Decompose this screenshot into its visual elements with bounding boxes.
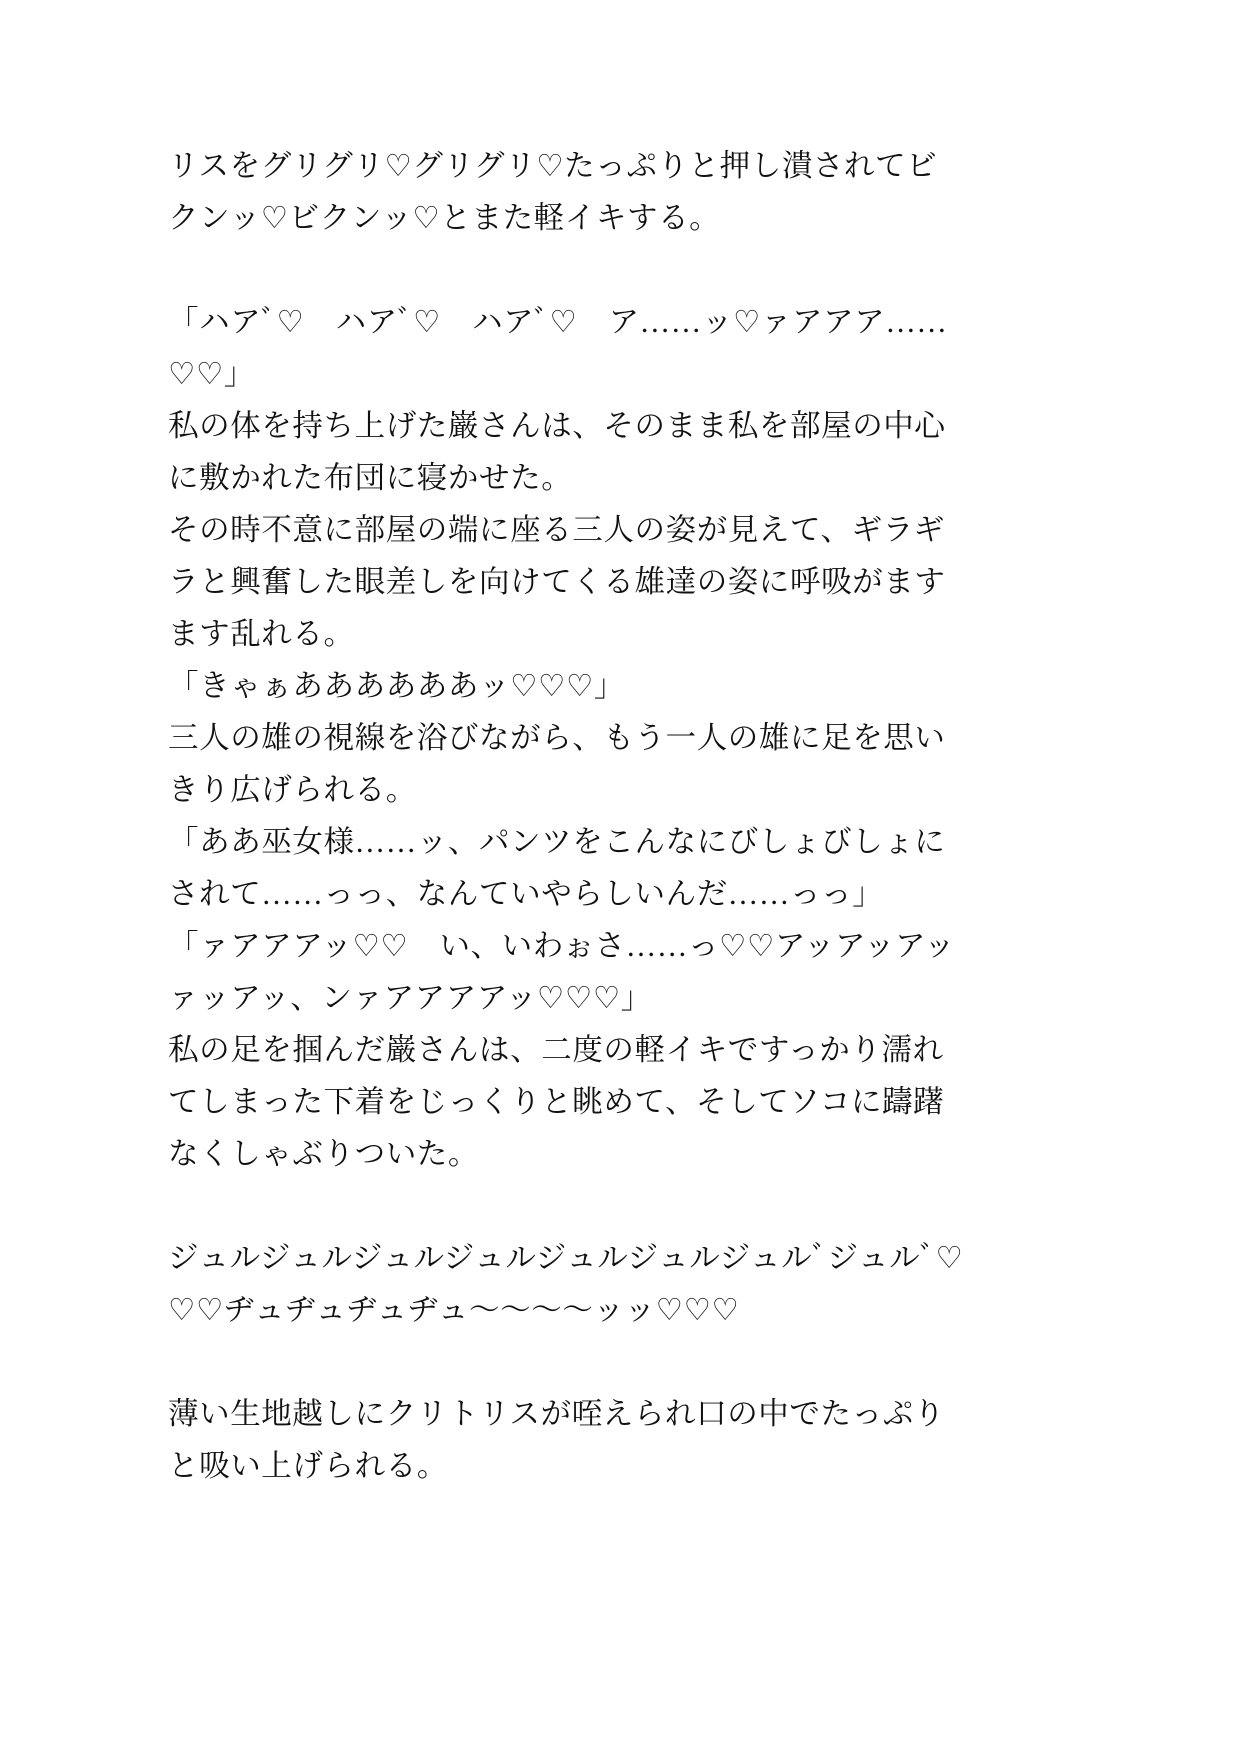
paragraph-4: その時不意に部屋の端に座る三人の姿が見えて、ギラギラと興奮した眼差しを向けてくる雄達の姿に呼吸がますます乱れる。 xyxy=(168,513,946,651)
paragraph-2: 「ハアﾞ♡ ハアﾞ♡ ハアﾞ♡ ア……ッ♡ァアアア……♡♡」 xyxy=(168,305,948,391)
paragraph-1: リスをグリグリ♡グリグリ♡たっぷりと押し潰されてビクンッ♡ビクンッ♡とまた軽イキする。 xyxy=(168,149,938,235)
paragraph-spacer xyxy=(168,1180,968,1232)
paragraph-spacer xyxy=(168,244,968,296)
paragraph-5: 「きゃぁああああああッ♡♡♡」 xyxy=(168,669,626,703)
paragraph-3: 私の体を持ち上げた巌さんは、そのまま私を部屋の中心に敷かれた布団に寝かせた。 xyxy=(168,409,946,495)
paragraph-7: 「ああ巫女様……ッ、パンツをこんなにびしょびしょにされて……っっ、なんていやらしいんだ……っっ」 xyxy=(168,825,946,911)
paragraph-11: 薄い生地越しにクリトリスが咥えられ口の中でたっぷりと吸い上げられる。 xyxy=(168,1397,945,1483)
body-text-column xyxy=(168,140,968,1492)
paragraph-9: 私の足を掴んだ巌さんは、二度の軽イキですっかり濡れてしまった下着をじっくりと眺めて、そしてソコに躊躇なくしゃぶりついた。 xyxy=(168,1033,945,1171)
paragraph-spacer xyxy=(168,1336,968,1388)
paragraph-10: ジュルジュルジュルジュルジュルジュルジュルﾞジュルﾞ♡♡♡ヂュヂュヂュヂュ〜〜〜〜ッッ♡♡♡ xyxy=(168,1241,964,1327)
paragraph-8: 「ァアアアッ♡♡ い、いわぉさ……っ♡♡アッアッアッァッアッ、ンァアアアアッ♡♡♡」 xyxy=(168,929,956,1015)
paragraph-6: 三人の雄の視線を浴びながら、もう一人の雄に足を思いきり広げられる。 xyxy=(168,721,946,807)
